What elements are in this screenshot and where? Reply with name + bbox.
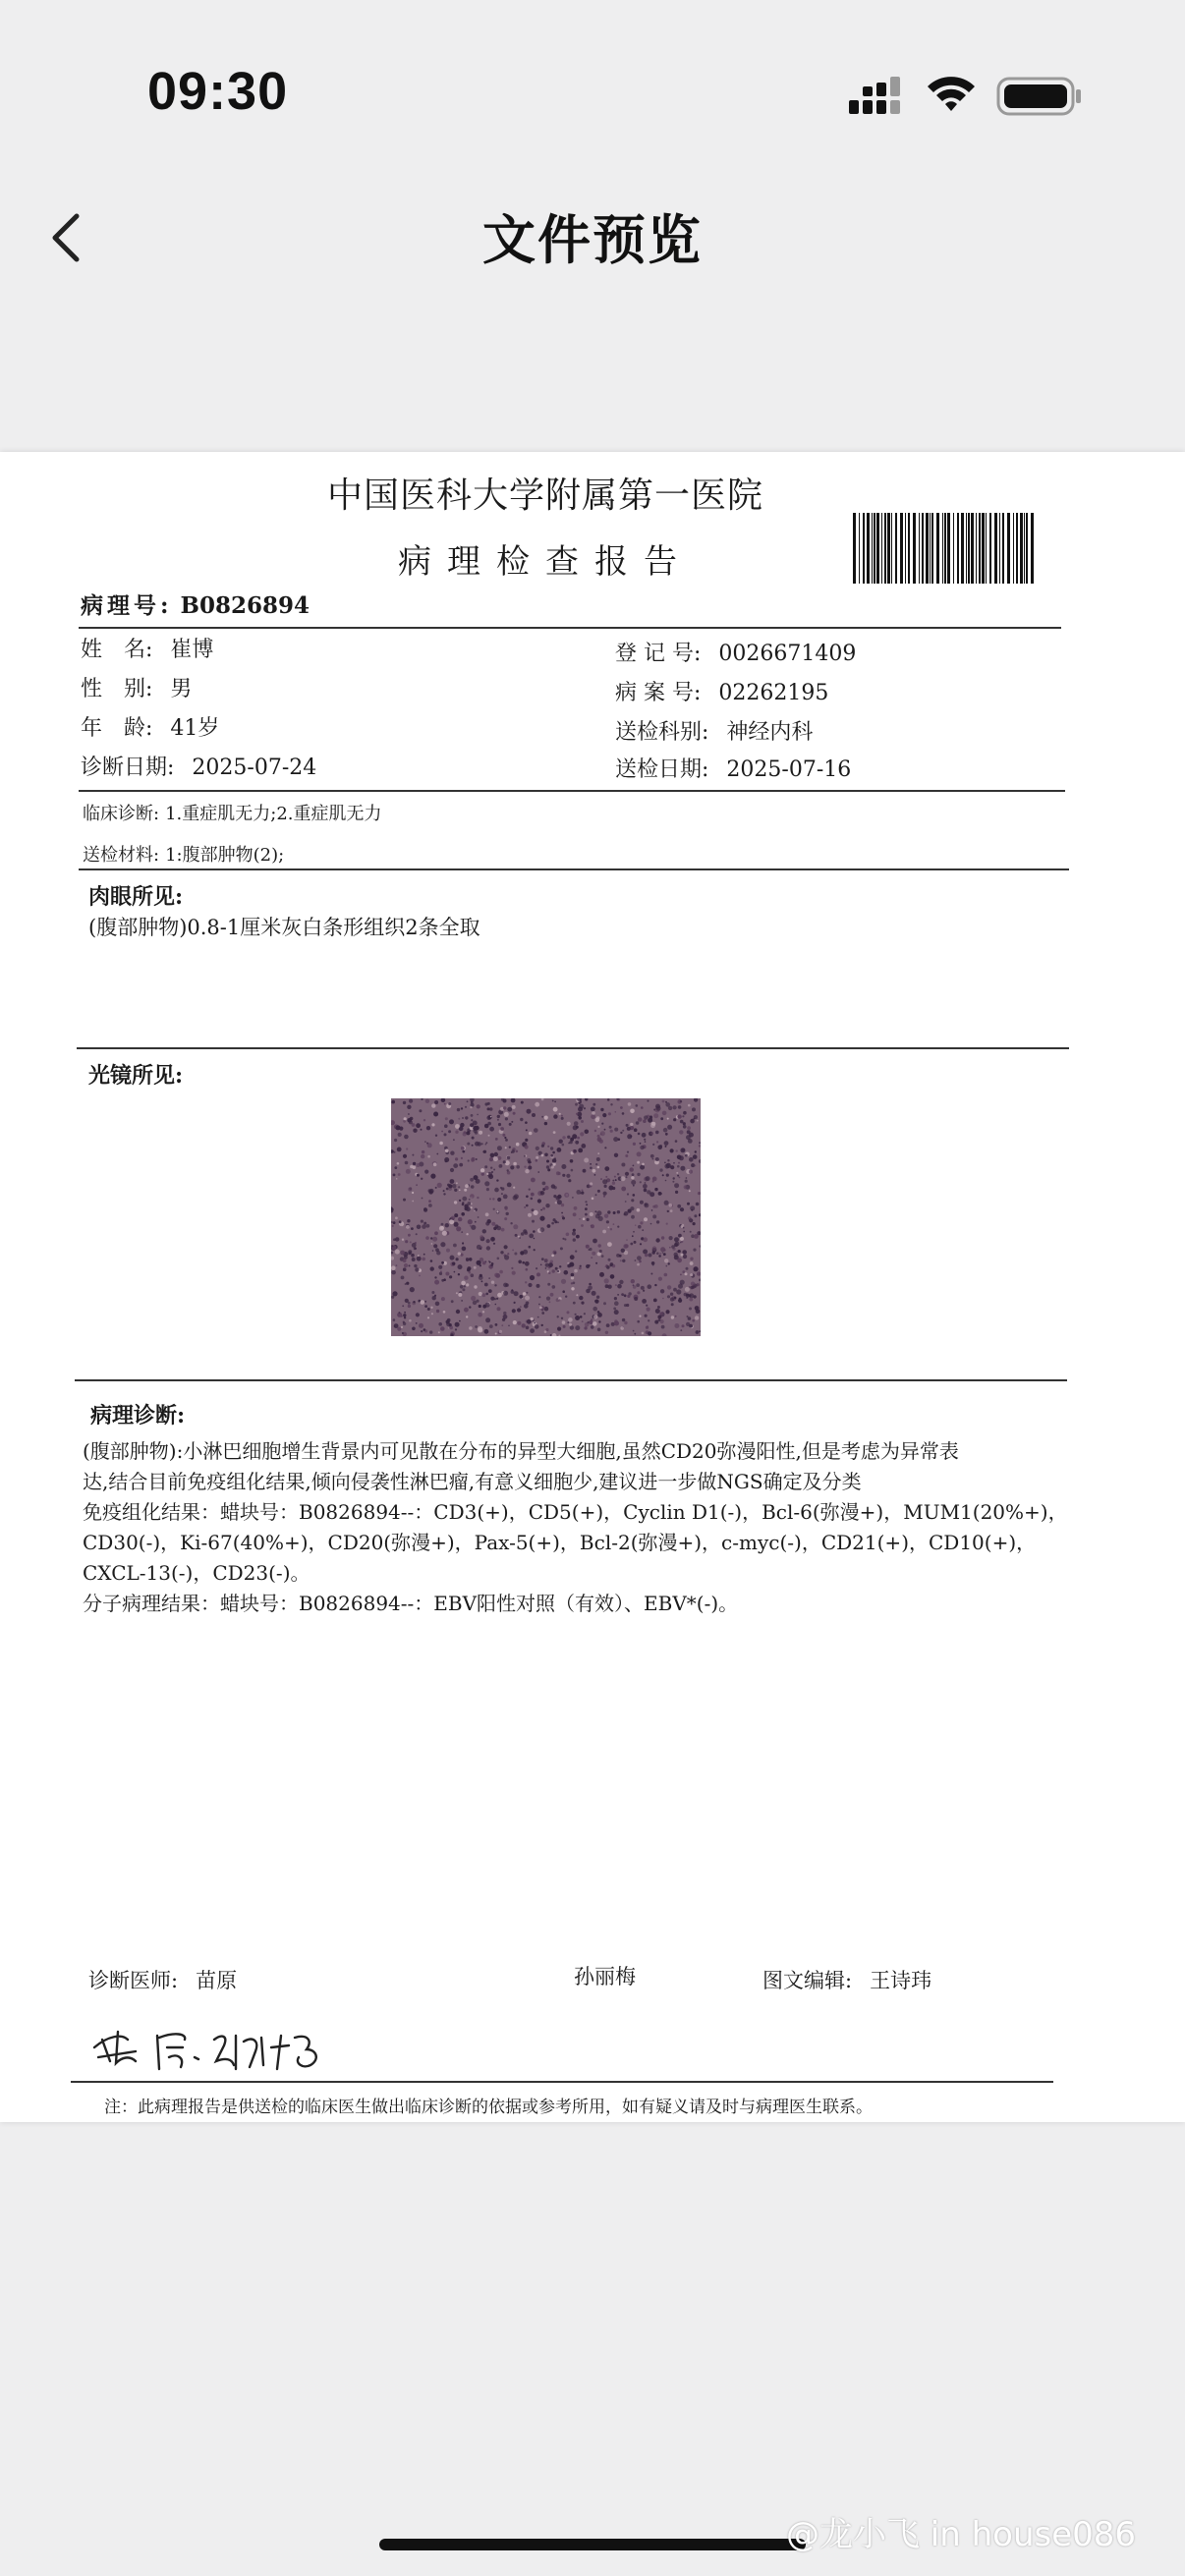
field-label: 病 案 号: (615, 681, 702, 705)
gross-findings-title: 肉眼所见: (88, 884, 184, 910)
field-value: 男 (170, 677, 193, 701)
field-label: 诊断医师: (88, 1969, 179, 1992)
report-title: 病理检查报告 (398, 542, 693, 582)
field-age (81, 711, 219, 742)
divider (71, 2081, 1053, 2083)
status-bar (0, 0, 1185, 187)
field-value: 0026671409 (718, 642, 857, 666)
gross-findings-text: (腹部肿物)0.8-1厘米灰白条形组织2条全取 (88, 916, 480, 939)
field-label: 送检材料: (83, 845, 160, 866)
wifi-icon (924, 71, 979, 114)
divider (79, 790, 1065, 792)
divider (75, 1379, 1067, 1381)
field-label: 送检日期: (615, 757, 709, 782)
field-value: 41岁 (170, 716, 220, 741)
diagnosis-line: 分子病理结果：蜡块号：B0826894--：EBV阳性对照（有效）、EBV*(-)。 (83, 1592, 739, 1615)
field-value: 1.重症肌无力;2.重症肌无力 (165, 804, 382, 824)
field-diagnosis-date (81, 751, 316, 781)
pathology-diagnosis-text (83, 1436, 1075, 1619)
field-value: 1:腹部肿物(2); (165, 845, 285, 866)
handwritten-signature (88, 2018, 344, 2077)
pathology-number-value: B0826894 (180, 592, 310, 619)
field-value: 02262195 (718, 681, 829, 705)
field-submission-date (615, 753, 851, 783)
field-value: 苗原 (196, 1969, 238, 1992)
watermark: @龙小飞 in house086 (786, 2515, 1137, 2554)
field-registration-no (615, 637, 856, 667)
pathology-report (0, 452, 1185, 2122)
divider (79, 868, 1069, 870)
field-label: 图文编辑: (762, 1969, 853, 1992)
divider (77, 1047, 1069, 1049)
field-label: 姓 名: (81, 638, 153, 662)
hospital-name: 中国医科大学附属第一医院 (326, 476, 763, 516)
report-footnote: 注：此病理报告是供送检的临床医生做出临床诊断的依据或参考所用，如有疑义请及时与病理医生联系。 (104, 2098, 873, 2117)
field-label: 年 龄: (81, 716, 153, 741)
field-case-no (615, 676, 828, 706)
field-label: 诊断日期: (81, 756, 175, 780)
pathology-number (81, 588, 310, 620)
image-editor (762, 1965, 931, 1994)
microscopy-title: 光镜所见: (88, 1063, 184, 1089)
field-department (615, 715, 813, 746)
field-value: 神经内科 (726, 720, 814, 745)
pathology-number-label: 病理号: (81, 592, 173, 619)
specimen-material (83, 841, 284, 867)
cellular-signal-icon (849, 77, 908, 118)
field-sex (81, 672, 192, 702)
field-value: 王诗玮 (870, 1969, 932, 1992)
diagnosis-line: 免疫组化结果：蜡块号：B0826894--：CD3(+)，CD5(+)，Cyclin D1(-)，Bcl-6(弥漫+)，MUM1(20%+)， (83, 1500, 1068, 1524)
field-value: 2025-07-24 (192, 756, 317, 780)
field-label: 临床诊断: (83, 804, 160, 824)
field-value: 2025-07-16 (726, 757, 852, 782)
diagnosis-line: CD30(-)，Ki-67(40%+)，CD20(弥漫+)，Pax-5(+)，Bcl-2(弥漫+)，c-myc(-)，CD21(+)，CD10(+)， (83, 1531, 1037, 1554)
co-doctor: 孙丽梅 (574, 1965, 636, 1988)
field-label: 送检科别: (615, 720, 709, 745)
home-indicator[interactable] (379, 2539, 806, 2550)
diagnosis-line: CXCL-13(-)，CD23(-)。 (83, 1561, 310, 1585)
status-time: 09:30 (147, 62, 289, 121)
field-name (81, 633, 213, 663)
diagnosing-doctor (88, 1965, 237, 1994)
pathology-diagnosis-title: 病理诊断: (90, 1403, 186, 1428)
field-label: 性 别: (81, 677, 153, 701)
field-value: 崔博 (170, 638, 214, 662)
field-label: 登 记 号: (615, 642, 702, 666)
diagnosis-line: (腹部肿物):小淋巴细胞增生背景内可见散在分布的异型大细胞,虽然CD20弥漫阳性,但是考虑为异常表 (83, 1439, 959, 1463)
page-title: 文件预览 (482, 209, 703, 271)
diagnosis-line: 达,结合目前免疫组化结果,倾向侵袭性淋巴瘤,有意义细胞少,建议进一步做NGS确定及分类 (83, 1470, 862, 1493)
microscopy-image (391, 1098, 701, 1336)
barcode-icon (851, 513, 1038, 584)
clinical-diagnosis (83, 800, 382, 825)
battery-icon (996, 75, 1083, 118)
divider (79, 627, 1061, 629)
navigation-bar (0, 187, 1185, 285)
document-preview[interactable] (0, 452, 1185, 2122)
